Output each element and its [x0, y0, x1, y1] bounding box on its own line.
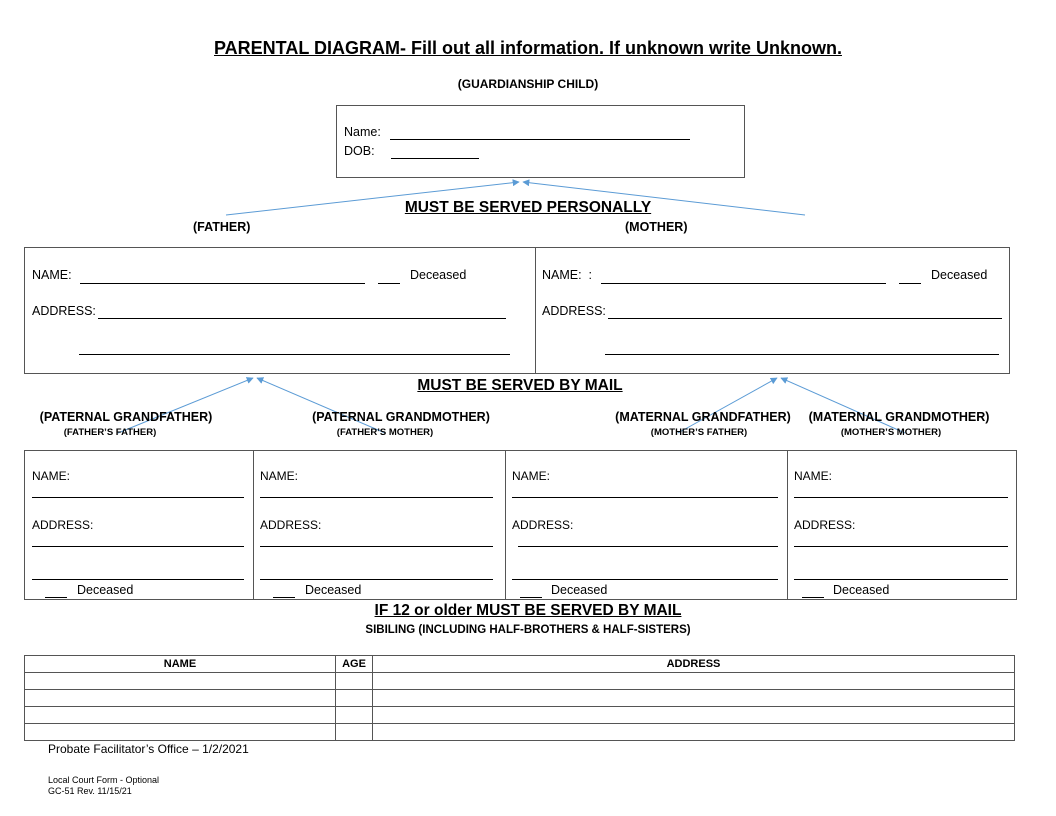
footer-form-line1: Local Court Form - Optional [48, 775, 160, 785]
sibling-name-cell[interactable] [25, 690, 336, 707]
parents-divider [535, 248, 536, 373]
mgf-address-label: ADDRESS: [512, 518, 574, 532]
pgm-address-field-2[interactable] [260, 579, 493, 580]
paternal-grandmother-label: (PATERNAL GRANDMOTHER) [312, 410, 490, 424]
served-by-mail-heading: MUST BE SERVED BY MAIL [417, 377, 623, 394]
gp-divider-3 [787, 451, 788, 599]
pgf-address-field-1[interactable] [32, 546, 244, 547]
mgm-deceased-label: Deceased [833, 583, 890, 597]
sibling-name-cell[interactable] [25, 673, 336, 690]
siblings-table [24, 655, 1015, 741]
maternal-grandfather-sub: (MOTHER’S FATHER) [650, 427, 748, 438]
table-row [25, 724, 1015, 741]
table-row [25, 673, 1015, 690]
mgf-name-label: NAME: [512, 469, 551, 483]
father-address-field-1[interactable] [98, 318, 506, 319]
maternal-grandfather-label: (MATERNAL GRANDFATHER) [615, 410, 791, 424]
pgm-address-label: ADDRESS: [260, 518, 322, 532]
siblings-subheading: SIBILING (INCLUDING HALF-BROTHERS & HALF-SISTERS) [365, 624, 691, 636]
table-row [25, 690, 1015, 707]
footer-office: Probate Facilitator’s Office – 1/2/2021 [48, 742, 249, 756]
column-header-address: ADDRESS [373, 656, 1015, 673]
mgf-deceased-label: Deceased [551, 583, 608, 597]
sibling-age-cell[interactable] [336, 724, 373, 741]
sibling-address-cell[interactable] [373, 690, 1015, 707]
column-header-name: NAME [25, 656, 336, 673]
mother-name-label: NAME: : [542, 268, 593, 282]
sibling-age-cell[interactable] [336, 673, 373, 690]
footer-form-line2: GC-51 Rev. 11/15/21 [48, 786, 132, 796]
pgf-deceased-checkbox[interactable] [45, 597, 67, 598]
parents-box [24, 247, 1010, 374]
gp-divider-2 [505, 451, 506, 599]
mother-address-label: ADDRESS: [542, 304, 606, 318]
siblings-heading: IF 12 or older MUST BE SERVED BY MAIL [374, 602, 682, 619]
mgf-deceased-checkbox[interactable] [520, 597, 542, 598]
mgm-address-field-2[interactable] [794, 579, 1008, 580]
mgf-address-field-2[interactable] [512, 579, 778, 580]
pgf-name-label: NAME: [32, 469, 71, 483]
father-name-field[interactable] [80, 283, 365, 284]
father-name-label: NAME: [32, 268, 72, 282]
mgf-address-field-1[interactable] [518, 546, 778, 547]
column-header-age: AGE [336, 656, 373, 673]
pgm-deceased-label: Deceased [305, 583, 362, 597]
mgf-name-field[interactable] [512, 497, 778, 498]
mother-address-field-2[interactable] [605, 354, 999, 355]
maternal-grandmother-sub: (MOTHER’S MOTHER) [840, 427, 942, 438]
sibling-name-cell[interactable] [25, 707, 336, 724]
mgm-name-label: NAME: [794, 469, 833, 483]
father-role-label: (FATHER) [193, 220, 251, 234]
sibling-age-cell[interactable] [336, 690, 373, 707]
sibling-age-cell[interactable] [336, 707, 373, 724]
sibling-address-cell[interactable] [373, 724, 1015, 741]
gp-divider-1 [253, 451, 254, 599]
grandparents-box [24, 450, 1017, 600]
sibling-name-cell[interactable] [25, 724, 336, 741]
father-deceased-label: Deceased [410, 268, 467, 282]
paternal-grandfather-sub: (FATHER’S FATHER) [63, 427, 157, 438]
pgm-deceased-checkbox[interactable] [273, 597, 295, 598]
paternal-grandfather-label: (PATERNAL GRANDFATHER) [39, 410, 213, 424]
mother-address-field-1[interactable] [608, 318, 1002, 319]
pgm-address-field-1[interactable] [260, 546, 493, 547]
maternal-grandmother-label: (MATERNAL GRANDMOTHER) [808, 410, 990, 424]
child-dob-label: DOB: [344, 144, 375, 158]
paternal-grandmother-sub: (FATHER’S MOTHER) [336, 427, 434, 438]
mother-deceased-label: Deceased [931, 268, 988, 282]
mother-deceased-checkbox[interactable] [899, 283, 921, 284]
mgm-name-field[interactable] [794, 497, 1008, 498]
mgm-deceased-checkbox[interactable] [802, 597, 824, 598]
mother-role-label: (MOTHER) [625, 220, 688, 234]
child-name-label: Name: [344, 125, 381, 139]
mgm-address-field-1[interactable] [794, 546, 1008, 547]
page-title: PARENTAL DIAGRAM- Fill out all information. If unknown write Unknown. [214, 38, 842, 58]
table-header-row [25, 656, 1015, 673]
table-row [25, 707, 1015, 724]
pgf-name-field[interactable] [32, 497, 244, 498]
pgf-address-label: ADDRESS: [32, 518, 94, 532]
served-personally-heading: MUST BE SERVED PERSONALLY [404, 199, 652, 216]
mgm-address-label: ADDRESS: [794, 518, 856, 532]
pgm-name-label: NAME: [260, 469, 299, 483]
father-address-field-2[interactable] [79, 354, 510, 355]
mother-name-field[interactable] [601, 283, 886, 284]
child-heading: (GUARDIANSHIP CHILD) [457, 77, 599, 91]
father-address-label: ADDRESS: [32, 304, 96, 318]
pgm-name-field[interactable] [260, 497, 493, 498]
sibling-address-cell[interactable] [373, 673, 1015, 690]
father-deceased-checkbox[interactable] [378, 283, 400, 284]
pgf-address-field-2[interactable] [32, 579, 244, 580]
pgf-deceased-label: Deceased [77, 583, 134, 597]
sibling-address-cell[interactable] [373, 707, 1015, 724]
